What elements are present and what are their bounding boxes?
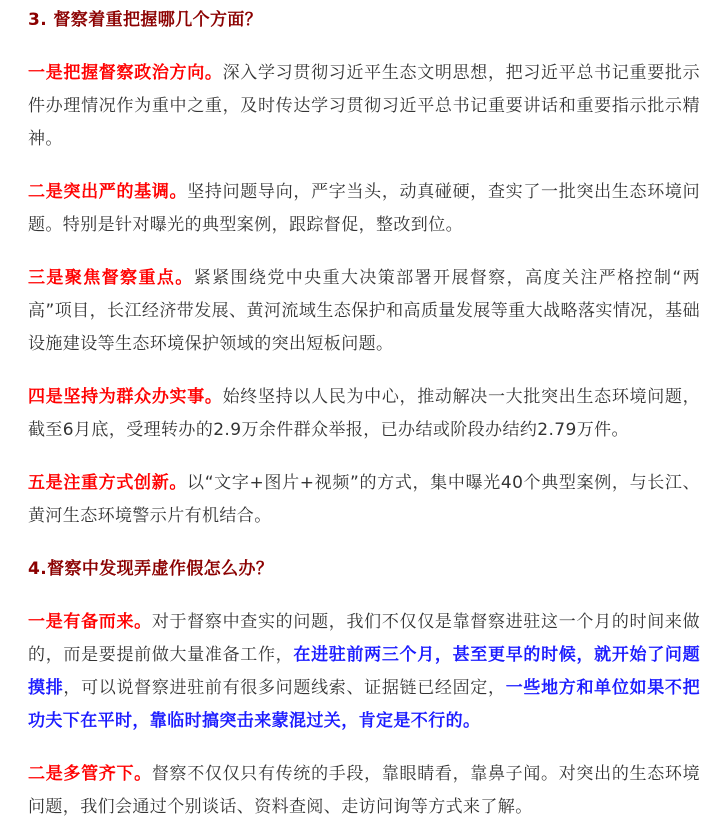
paragraph (28, 262, 700, 361)
paragraph (28, 467, 700, 533)
lead-text: 一是把握督察政治方向。 (28, 63, 223, 83)
body-text: 始终坚持以人民为中心，推动解决一大批突出生态环境问题，截至6月底，受理转办的2.9万余件群众举报，已办结或阶段办结约2.79万件。 (28, 387, 700, 440)
lead-text: 二是突出严的基调。 (28, 182, 188, 202)
lead-text: 四是坚持为群众办实事。 (28, 387, 223, 407)
paragraph (28, 381, 700, 447)
paragraph (28, 176, 700, 242)
body-text: ，可以说督察进驻前有很多问题线索、证据链已经固定， (63, 678, 506, 698)
highlight-text: 在进驻前两三个月，甚至更早的时候，就开始了问题摸排 (28, 645, 701, 698)
paragraph (28, 606, 700, 738)
lead-text: 五是注重方式创新。 (28, 473, 188, 493)
lead-text: 二是多管齐下。 (28, 764, 152, 784)
highlight-text: 一些地方和单位如果不把功夫下在平时，靠临时搞突击来蒙混过关，肯定是不行的。 (28, 678, 701, 731)
body-text: 对于督察中查实的问题，我们不仅仅是靠督察进驻这一个月的时间来做的，而是要提前做大量准备工作， (28, 612, 700, 665)
body-text: 紧紧围绕党中央重大决策部署开展督察，高度关注严格控制“两高”项目，长江经济带发展、黄河流域生态保护和高质量发展等重大战略落实情况，基础设施建设等生态环境保护领域的突出短板问题。 (28, 268, 700, 354)
body-text: 督察不仅仅只有传统的手段，靠眼睛看，靠鼻子闻。对突出的生态环境问题，我们会通过个别谈话、资料查阅、走访问询等方式来了解。 (28, 764, 700, 817)
paragraph (28, 57, 700, 156)
body-text: 以“文字+图片+视频”的方式，集中曝光40个典型案例，与长江、黄河生态环境警示片有机结合。 (28, 473, 700, 526)
lead-text: 三是聚焦督察重点。 (28, 268, 194, 288)
lead-text: 一是有备而来。 (28, 612, 152, 632)
body-text: 坚持问题导向，严字当头，动真碰硬，查实了一批突出生态环境问题。特别是针对曝光的典型案例，跟踪督促，整改到位。 (28, 182, 700, 235)
section-heading-3: 3. 督察着重把握哪几个方面？ (28, 10, 263, 30)
paragraph (28, 758, 700, 824)
body-text: 深入学习贯彻习近平生态文明思想，把习近平总书记重要批示件办理情况作为重中之重，及时传达学习贯彻习近平总书记重要讲话和重要指示批示精神。 (28, 63, 700, 149)
section-heading-4: 4.督察中发现弄虚作假怎么办？ (28, 559, 274, 579)
